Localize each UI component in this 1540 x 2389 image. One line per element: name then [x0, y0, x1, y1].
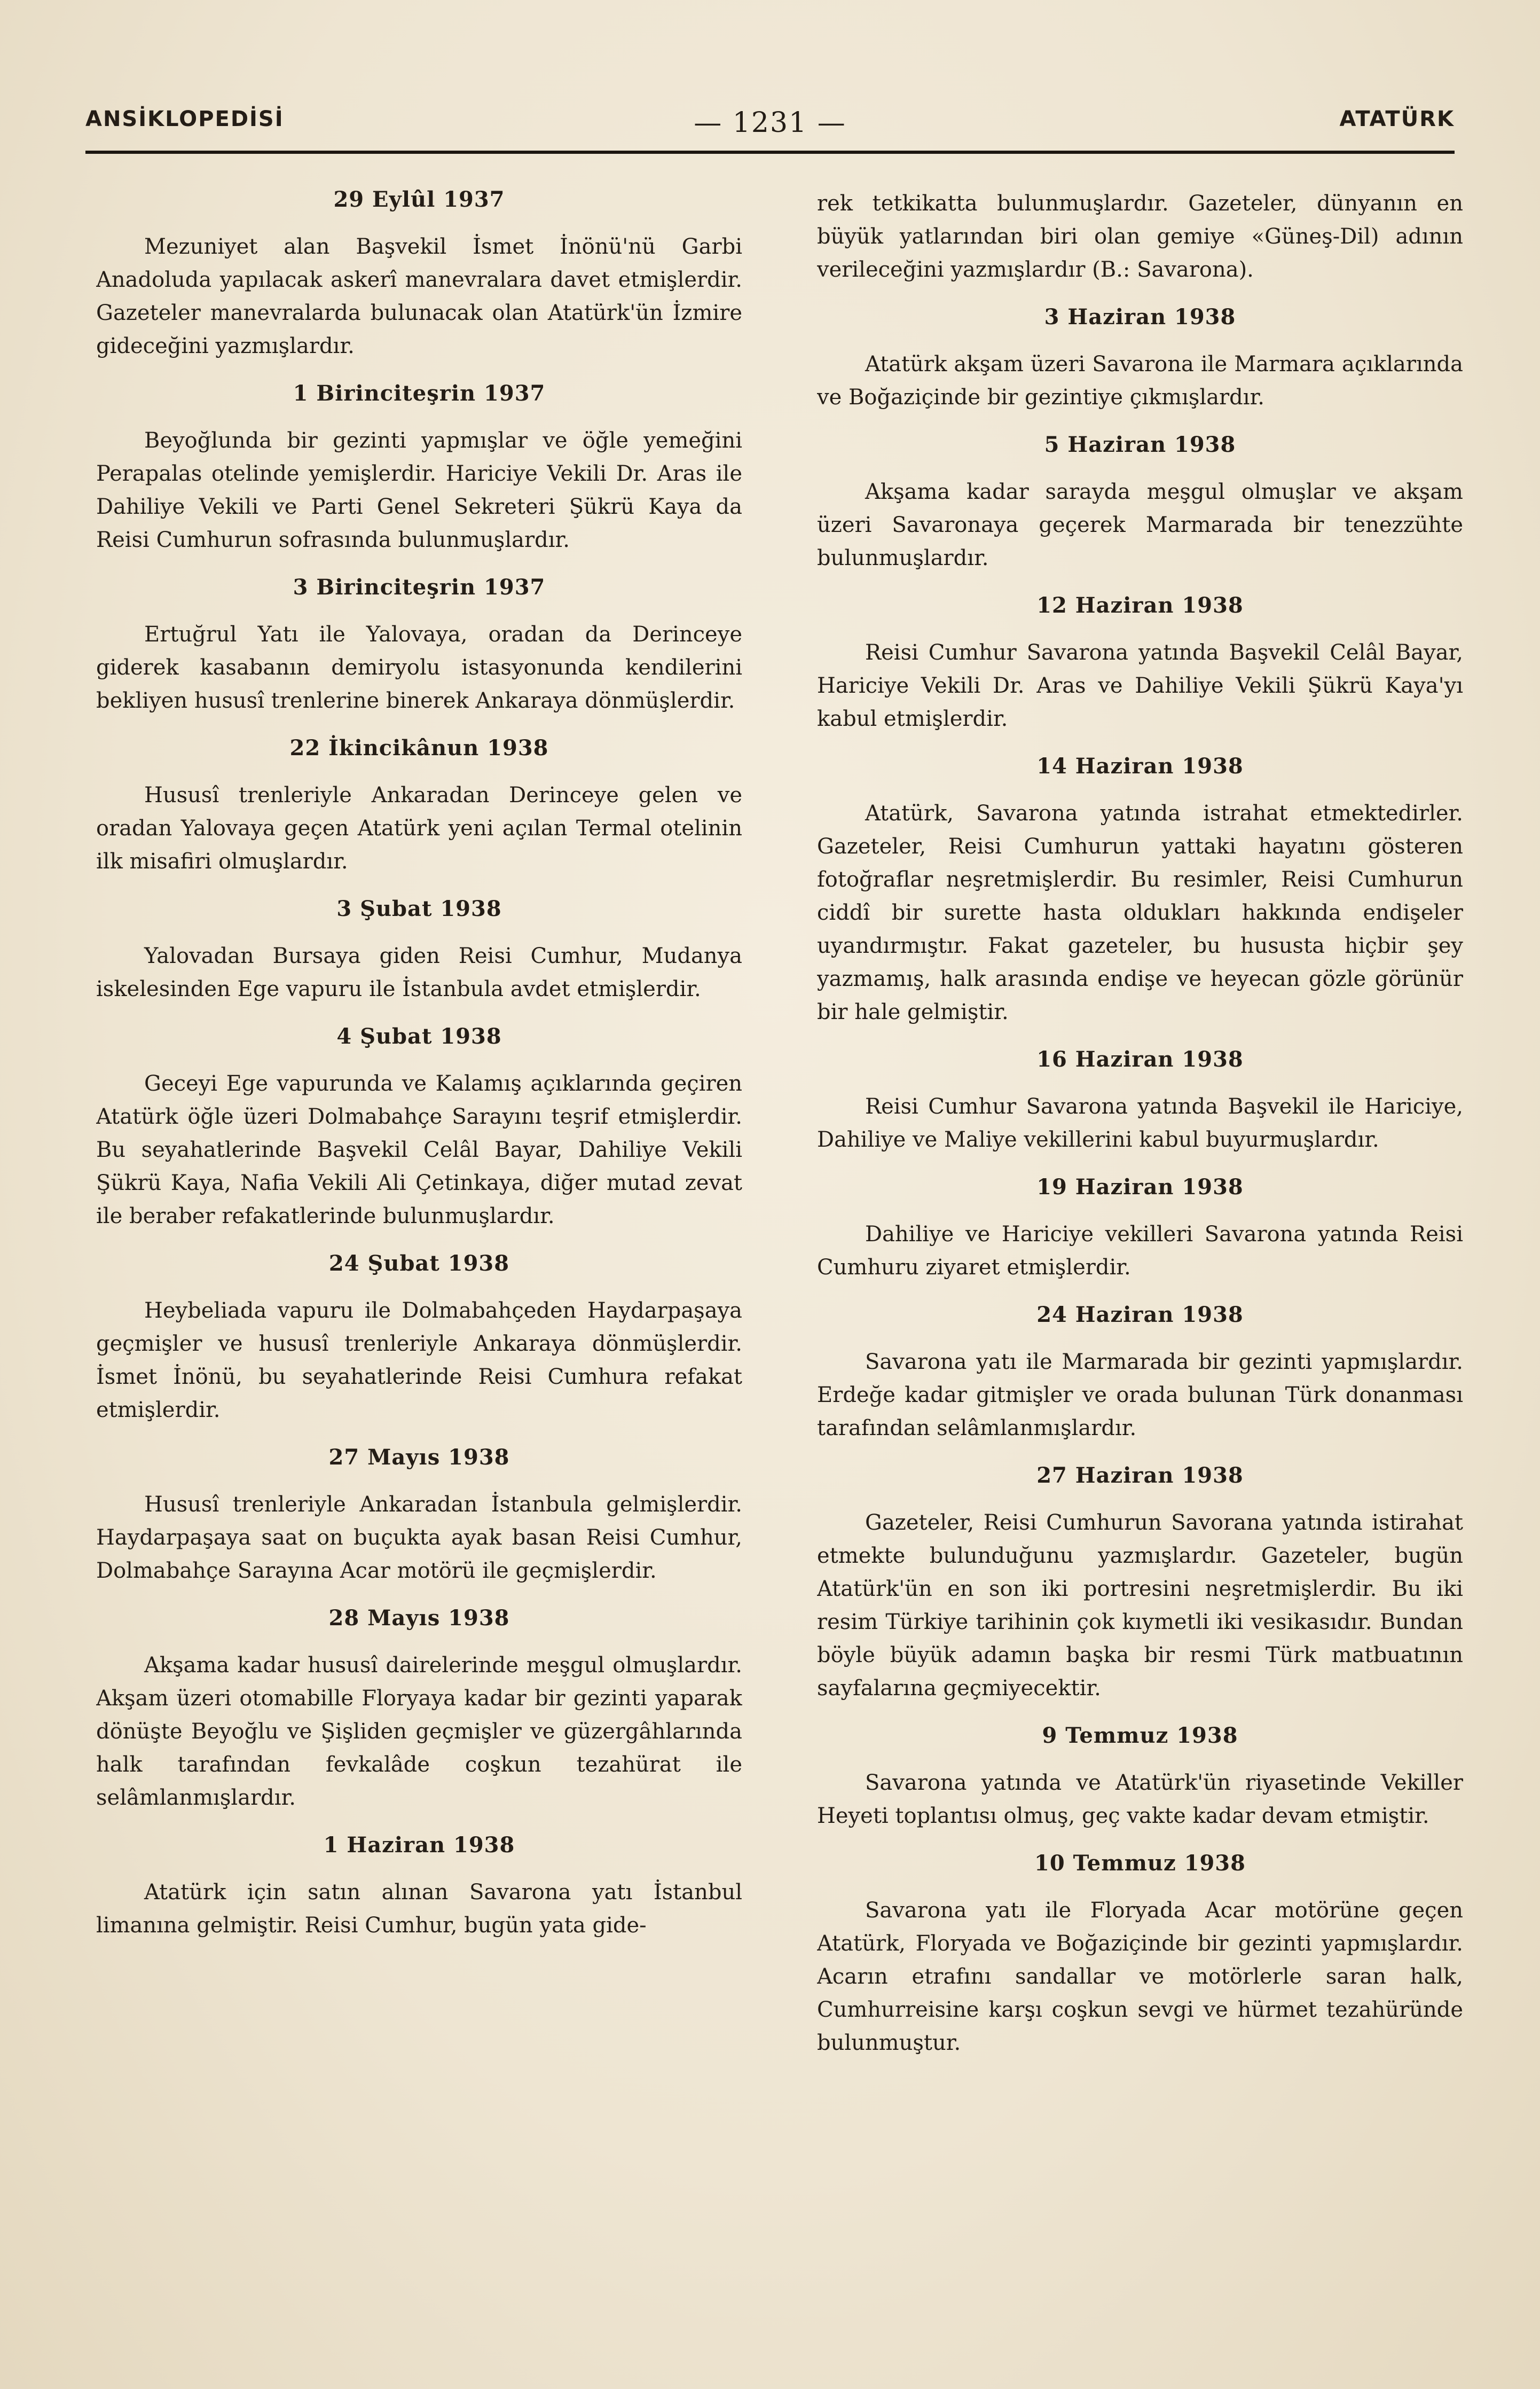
entry-text: Beyoğlunda bir gezinti yapmışlar ve öğle yemeğini Perapalas otelinde yemişlerdir. Hariciye Vekili Dr. Aras ile Dahiliye Vekili ve Parti Genel Sekreteri Şükrü Kaya da Reisi Cumhurun sofrasında bulunmuşlardır. [96, 428, 742, 552]
entry-text: Akşama kadar hususî dairelerinde meşgul olmuşlardır. Akşam üzeri otomabille Floryaya kadar bir gezinti yaparak dönüşte Beyoğlu ve Şişliden geçmişler ve güzergâhlarında halk tarafından fevkalâde coşkun tezahürat ile selâmlanmışlardır. [96, 1653, 742, 1810]
chronology-entry [817, 1302, 1463, 1445]
entry-text: Savarona yatında ve Atatürk'ün riyasetinde Vekiller Heyeti toplantısı olmuş, geç vakte kadar devam etmiştir. [817, 1771, 1463, 1828]
running-title-left: ANSİKLOPEDİSİ [85, 107, 284, 131]
entry-text: Yalovadan Bursaya giden Reisi Cumhur, Mudanya iskelesinden Ege vapuru ile İstanbula avdet etmişlerdir. [96, 944, 742, 1001]
chronology-entry [96, 735, 742, 878]
entry-text: Gazeteler, Reisi Cumhurun Savorana yatında istirahat etmekte bulunduğunu yazmışlardır. Gazeteler, bugün Atatürk'ün en son iki portresini neşretmişlerdir. Bu iki resim Türkiye tarihinin çok kıymetli iki vesikasıdır. Bundan böyle büyük adamın başka bir resmi Türk matbuatının sayfalarına geçmiyecektir. [817, 1510, 1463, 1701]
chronology-entry [817, 1047, 1463, 1156]
entry-date: 16 Haziran 1938 [1036, 1047, 1244, 1072]
chronology-entry [96, 381, 742, 557]
chronology-entry [817, 432, 1463, 575]
continued-paragraph [817, 187, 1463, 286]
chronology-entry [817, 1174, 1463, 1284]
entry-date: 1 Birinciteşrin 1937 [293, 381, 546, 406]
chronology-entry [96, 1832, 742, 1942]
chronology-entry [96, 1251, 742, 1427]
entry-text: Dahiliye ve Hariciye vekilleri Savarona yatında Reisi Cumhuru ziyaret etmişlerdir. [817, 1222, 1463, 1280]
entry-text: Heybeliada vapuru ile Dolmabahçeden Haydarpaşaya geçmişler ve hususî trenleriyle Ankaraya dönmüşlerdir. İsmet İnönü, bu seyahatlerinde Reisi Cumhura refakat etmişlerdir. [96, 1298, 742, 1422]
entry-text: Ertuğrul Yatı ile Yalovaya, oradan da Derinceye giderek kasabanın demiryolu istasyonunda kendilerini bekliyen hususî trenlerine binerek Ankaraya dönmüşlerdir. [96, 622, 742, 713]
chronology-entry [96, 896, 742, 1006]
page-header [85, 107, 1455, 155]
chronology-entry [96, 1445, 742, 1587]
chronology-entry [96, 1024, 742, 1233]
entry-text: Hususî trenleriyle Ankaradan İstanbula gelmişlerdir. Haydarpaşaya saat on buçukta ayak basan Reisi Cumhur, Dolmabahçe Sarayına Acar motörü ile geçmişlerdir. [96, 1492, 742, 1583]
chronology-entry [817, 593, 1463, 735]
entry-date: 24 Şubat 1938 [328, 1251, 510, 1276]
entry-text: Mezuniyet alan Başvekil İsmet İnönü'nü Garbi Anadoluda yapılacak askerî manevralara davet etmişlerdir. Gazeteler manevralarda bulunacak olan Atatürk'ün İzmire gideceğini yazmışlardır. [96, 234, 742, 358]
entry-date: 4 Şubat 1938 [336, 1024, 502, 1049]
entry-date: 3 Birinciteşrin 1937 [293, 575, 546, 600]
entry-date: 27 Mayıs 1938 [328, 1445, 510, 1470]
entry-text: Atatürk akşam üzeri Savarona ile Marmara açıklarında ve Boğaziçinde bir gezintiye çıkmışlardır. [817, 352, 1463, 410]
entry-date: 19 Haziran 1938 [1036, 1174, 1244, 1200]
page-number: — 1231 — [694, 107, 846, 139]
entry-text: Reisi Cumhur Savarona yatında Başvekil ile Hariciye, Dahiliye ve Maliye vekillerini kabul buyurmuşlardır. [817, 1094, 1463, 1152]
chronology-entry [96, 187, 742, 363]
entry-date: 3 Haziran 1938 [1044, 304, 1236, 330]
running-title-right: ATATÜRK [1339, 107, 1455, 131]
entry-date: 29 Eylûl 1937 [333, 187, 505, 212]
chronology-entry [817, 304, 1463, 414]
entry-text: Hususî trenleriyle Ankaradan Derinceye gelen ve oradan Yalovaya geçen Atatürk yeni açılan Termal otelinin ilk misafiri olmuşlardır. [96, 783, 742, 874]
chronology-entry [96, 1605, 742, 1814]
entry-text: Savarona yatı ile Marmarada bir gezinti yapmışlardır. Erdeğe kadar gitmişler ve orada bulunan Türk donanması tarafından selâmlanmışlardır. [817, 1350, 1463, 1440]
entry-date: 22 İkincikânun 1938 [289, 735, 549, 761]
entry-date: 27 Haziran 1938 [1036, 1463, 1244, 1488]
entry-date: 5 Haziran 1938 [1044, 432, 1236, 457]
right-column [817, 187, 1463, 2270]
chronology-entry [817, 754, 1463, 1029]
entry-date: 10 Temmuz 1938 [1034, 1851, 1246, 1876]
chronology-entry [817, 1463, 1463, 1705]
entry-date: 28 Mayıs 1938 [328, 1605, 510, 1631]
entry-date: 24 Haziran 1938 [1036, 1302, 1244, 1327]
entry-text: Reisi Cumhur Savarona yatında Başvekil Celâl Bayar, Hariciye Vekili Dr. Aras ve Dahiliye Vekili Şükrü Kaya'yı kabul etmişlerdir. [817, 640, 1463, 731]
entry-text: Savarona yatı ile Floryada Acar motörüne geçen Atatürk, Floryada ve Boğaziçinde bir gezinti yapmışlardır. Acarın etrafını sandallar ve motörlerle saran halk, Cumhurreisine karşı coşkun sevgi ve hürmet tezahüründe bulunmuştur. [817, 1898, 1463, 2055]
entry-text: Geceyi Ege vapurunda ve Kalamış açıklarında geçiren Atatürk öğle üzeri Dolmabahçe Sarayını teşrif etmişlerdir. Bu seyahatlerinde Başvekil Celâl Bayar, Dahiliye Vekili Şükrü Kaya, Nafia Vekili Ali Çetinkaya, diğer mutad zevat ile beraber refakatlerinde bulunmuşlardır. [96, 1071, 742, 1228]
chronology-entry [817, 1851, 1463, 2059]
entry-text: Atatürk için satın alınan Savarona yatı İstanbul limanına gelmiştir. Reisi Cumhur, bugün yata gide- [96, 1880, 742, 1938]
left-column [96, 187, 742, 2270]
chronology-entry [96, 575, 742, 717]
chronology-entry [817, 1723, 1463, 1832]
entry-date: 12 Haziran 1938 [1036, 593, 1244, 618]
entry-text: rek tetkikatta bulunmuşlardır. Gazeteler, dünyanın en büyük yatlarından biri olan gemiye «Güneş-Dil) adının verileceğini yazmışlardır (B.: Savarona). [817, 191, 1463, 282]
entry-date: 9 Temmuz 1938 [1042, 1723, 1238, 1748]
entry-date: 3 Şubat 1938 [336, 896, 502, 921]
header-rule [85, 151, 1455, 154]
entry-date: 14 Haziran 1938 [1036, 754, 1244, 779]
entry-date: 1 Haziran 1938 [323, 1832, 515, 1858]
entry-text: Akşama kadar sarayda meşgul olmuşlar ve akşam üzeri Savaronaya geçerek Marmarada bir tenezzühte bulunmuşlardır. [817, 480, 1463, 570]
entry-text: Atatürk, Savarona yatında istrahat etmektedirler. Gazeteler, Reisi Cumhurun yattaki hayatını gösteren fotoğraflar neşretmişlerdir. Bu resimler, Reisi Cumhurun ciddî bir surette hasta oldukları hakkında endişeler uyandırmıştır. Fakat gazeteler, bu hususta hiçbir şey yazmamış, halk arasında endişe ve heyecan gözle görünür bir hale gelmiştir. [817, 801, 1463, 1024]
